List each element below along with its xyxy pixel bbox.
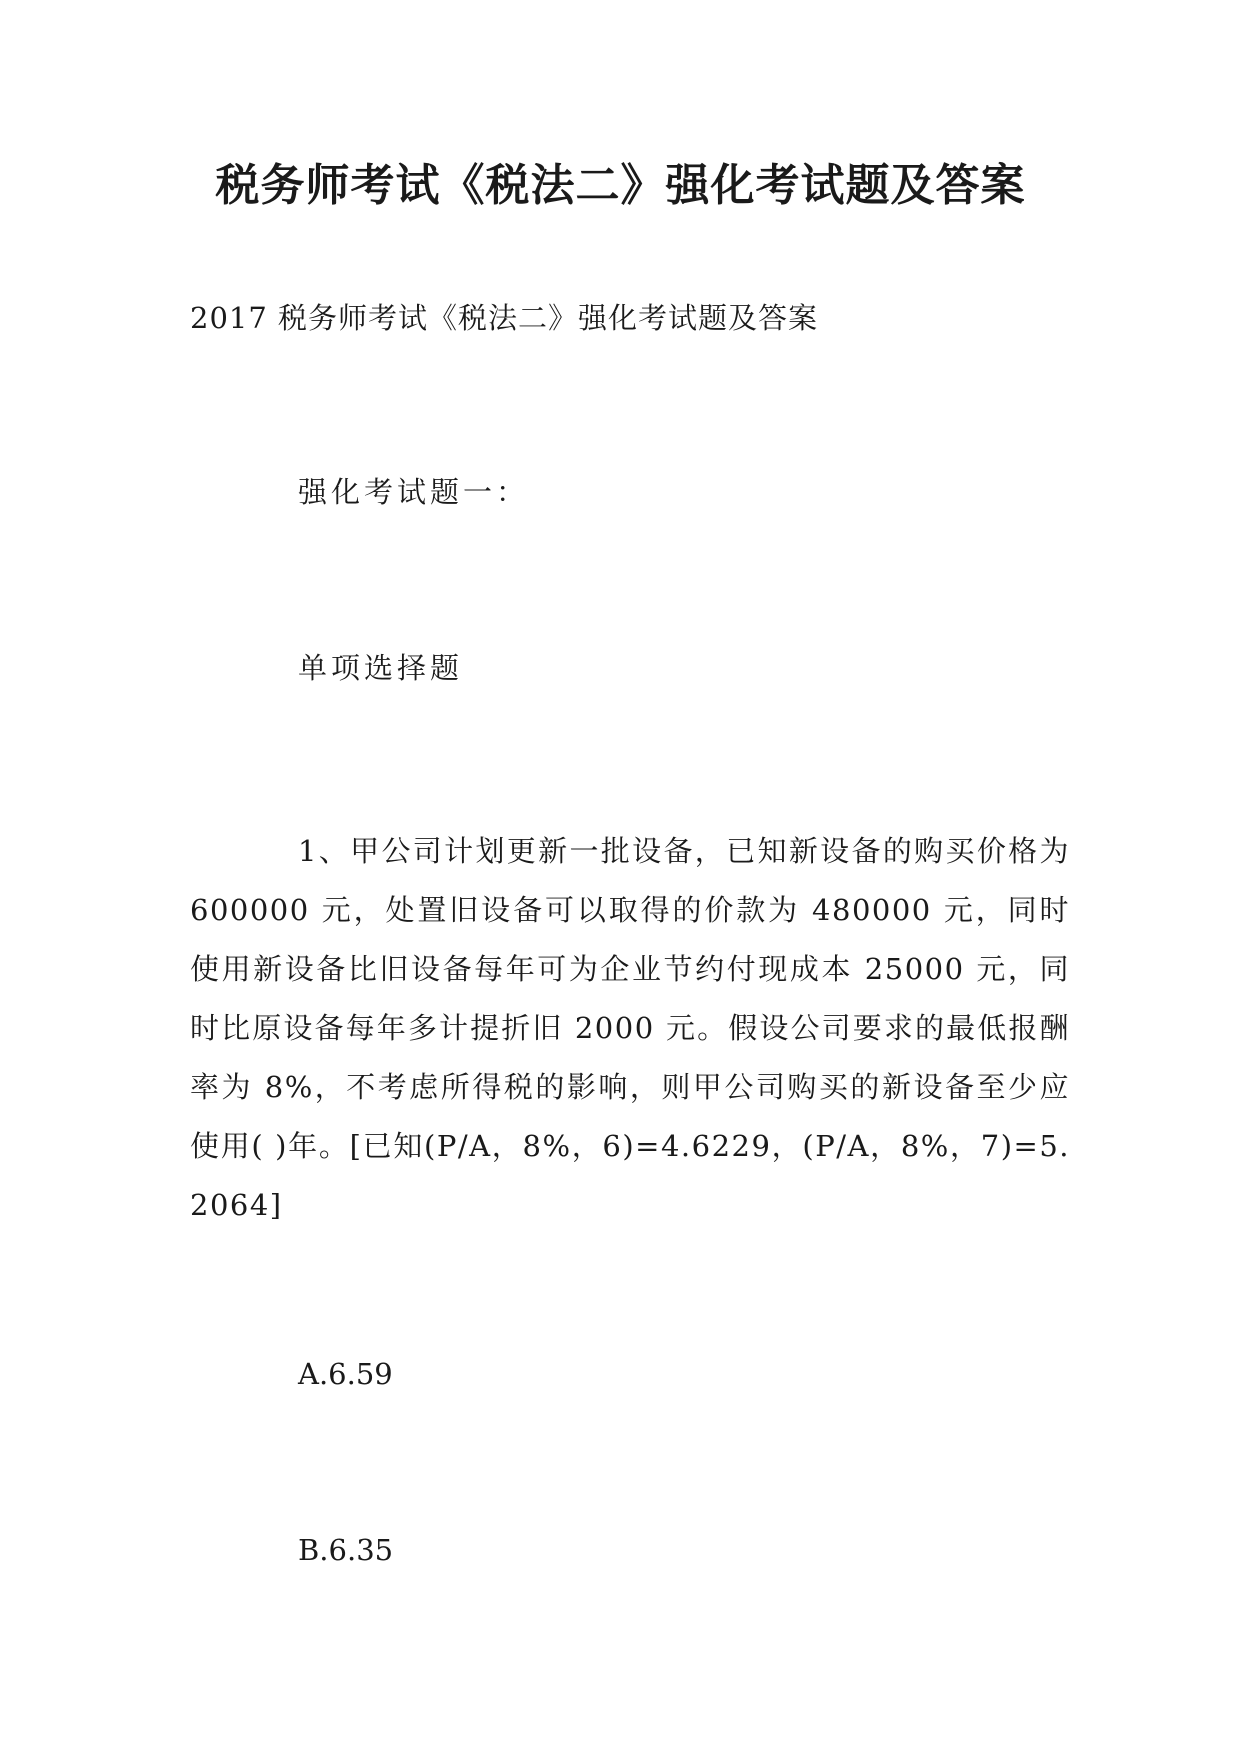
section-heading: 强化考试题一： bbox=[298, 475, 530, 509]
document-subtitle: 2017 税务师考试《税法二》强化考试题及答案 bbox=[190, 301, 819, 335]
question-1-text: 1、甲公司计划更新一批设备，已知新设备的购买价格为 600000 元，处置旧设备可以取得的价款为 480000 元，同时使用新设备比旧设备每年可为企业节约付现成本 25000 元，同时比原设备每年多计提折旧 2000 元。假设公司要求的最低报酬率为 8%，不考虑所得税的影响，则甲公司购买的新设备至少应使用( )年。[已知(P/A，8%，6)=4.6229，(P/A，8%，7)=5.2064] bbox=[190, 834, 1070, 1222]
question-type-heading: 单项选择题 bbox=[298, 651, 464, 685]
option-a: A.6.59 bbox=[298, 1357, 393, 1391]
document-title: 税务师考试《税法二》强化考试题及答案 bbox=[215, 160, 1026, 211]
option-b: B.6.35 bbox=[298, 1533, 394, 1567]
